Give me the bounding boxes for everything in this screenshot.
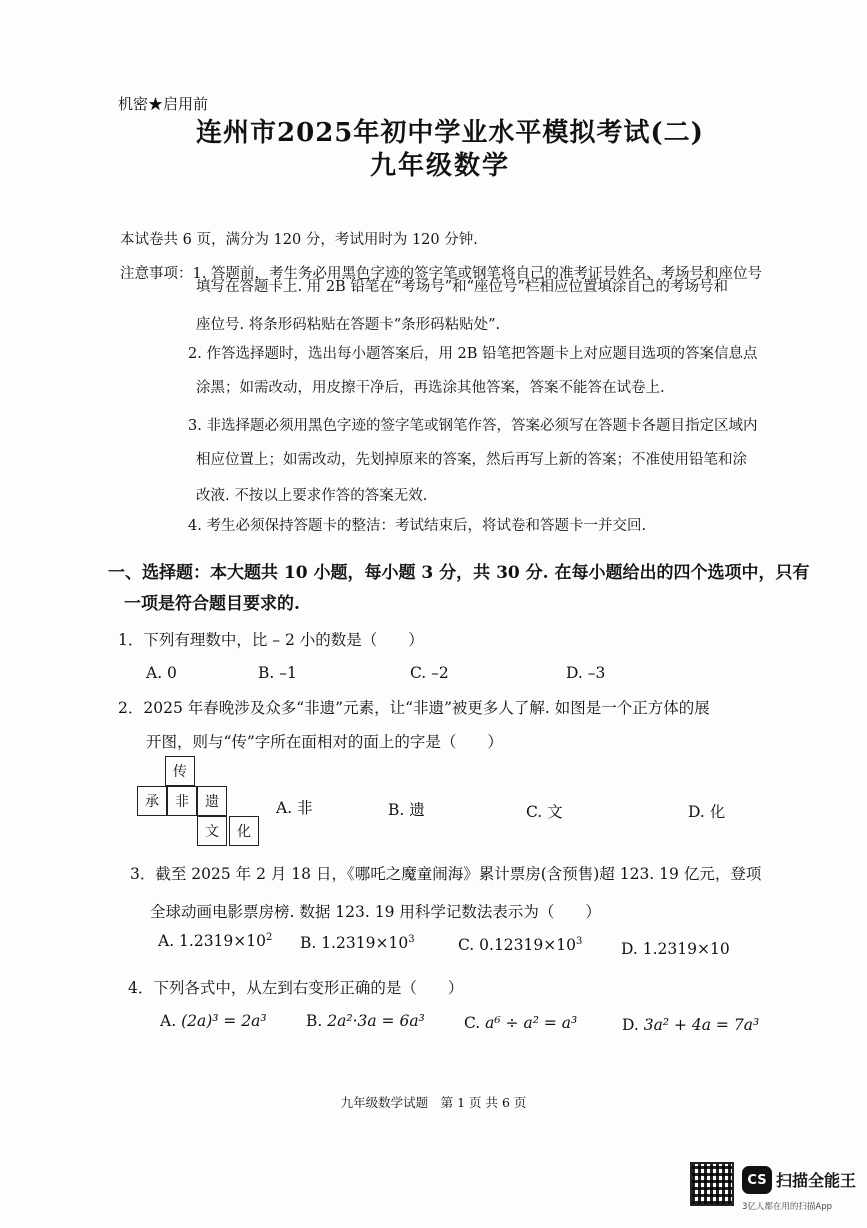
note-2-line-1: 2. 作答选择题时，选出每小题答案后，用 2B 铅笔把答题卡上对应题目选项的答案信息点 <box>188 346 758 362</box>
question-4-stem: 4．下列各式中，从左到右变形正确的是（ ） <box>128 979 464 997</box>
note-4-line-1: 4. 考生必须保持答题卡的整洁：考试结束后，将试卷和答题卡一并交回. <box>188 518 647 534</box>
camscanner-logo: CS <box>742 1166 772 1194</box>
q3-c-exp: 3 <box>575 936 583 947</box>
net-cell-left: 承 <box>137 786 167 816</box>
q3-c-text: C. 0.12319×10 <box>458 936 576 955</box>
question-1-option-d: D. –3 <box>566 664 606 682</box>
cube-net-figure <box>137 756 267 856</box>
q3-a-exp: 2 <box>266 932 273 943</box>
q4-c-expr: a⁶ ÷ a² = a³ <box>485 1014 578 1032</box>
question-3-stem-line-2: 全球动画电影票房榜. 数据 123. 19 用科学记数法表示为（ ） <box>150 903 601 921</box>
q3-b-text: B. 1.2319×10 <box>300 934 409 953</box>
q3-b-exp: 3 <box>408 934 415 945</box>
question-2-option-b: B. 遗 <box>388 801 425 819</box>
qr-code-icon <box>690 1162 734 1206</box>
exam-title: 连州市2025年初中学业水平模拟考试(二) <box>196 118 704 148</box>
q4-a-label: A. <box>160 1012 177 1030</box>
section-1-title-cont: 一项是符合题目要求的. <box>124 594 300 614</box>
note-1-line-2: 填写在答题卡上. 用 2B 铅笔在“考场号”和“座位号”栏相应位置填涂自己的考场号和 <box>196 279 728 295</box>
question-3-option-b <box>300 934 415 952</box>
question-1-option-b: B. –1 <box>258 664 297 682</box>
page-footer: 九年级数学试题 第 1 页 共 6 页 <box>340 1095 527 1110</box>
exam-subtitle: 九年级数学 <box>369 151 510 181</box>
note-1-line-3: 座位号. 将条形码粘贴在答题卡“条形码粘贴处”. <box>196 317 501 333</box>
confidential-label: 机密★启用前 <box>118 95 209 113</box>
q4-a-expr: (2a)³ = 2a³ <box>181 1012 267 1030</box>
exam-intro: 本试卷共 6 页，满分为 120 分，考试用时为 120 分钟. <box>120 232 478 248</box>
q4-d-label: D. <box>622 1016 639 1034</box>
scanner-watermark <box>690 1162 860 1222</box>
question-2-stem-line-1: 2．2025 年春晚涉及众多“非遗”元素，让“非遗”被更多人了解. 如图是一个正方体的展 <box>118 699 710 717</box>
question-2-stem-line-2: 开图，则与“传”字所在面相对的面上的字是（ ） <box>146 733 503 751</box>
question-3-option-c <box>458 936 582 954</box>
net-cell-right: 遗 <box>197 786 227 816</box>
note-3-line-3: 改液. 不按以上要求作答的答案无效. <box>196 488 428 504</box>
question-4-option-b <box>306 1012 425 1030</box>
question-1-option-a: A. 0 <box>146 664 177 682</box>
brand-name: 扫描全能王 <box>776 1171 857 1190</box>
question-4-option-d <box>622 1016 759 1034</box>
question-2-option-c: C. 文 <box>526 803 563 821</box>
net-cell-bottom-left: 文 <box>197 816 227 846</box>
question-2-option-d: D. 化 <box>688 803 726 821</box>
question-2-option-a: A. 非 <box>276 799 313 817</box>
net-cell-center: 非 <box>167 786 197 816</box>
question-3-option-d: D. 1.2319×10 <box>621 940 730 958</box>
net-cell-top: 传 <box>165 756 195 786</box>
note-3-line-1: 3. 非选择题必须用黑色字迹的签字笔或钢笔作答，答案必须写在答题卡各题目指定区域内 <box>188 418 758 434</box>
question-1-stem: 1．下列有理数中，比 – 2 小的数是（ ） <box>118 631 424 649</box>
q4-c-label: C. <box>464 1014 481 1032</box>
net-cell-bottom-right: 化 <box>229 816 259 846</box>
question-3-stem-line-1: 3．截至 2025 年 2 月 18 日，《哪吒之魔童闹海》累计票房(含预售)超 123. 19 亿元，登项 <box>130 865 762 883</box>
q4-d-expr: 3a² + 4a = 7a³ <box>643 1016 760 1034</box>
brand-tagline: 3亿人都在用的扫描App <box>742 1202 833 1212</box>
notes-head-label: 注意事项： <box>120 266 193 282</box>
q3-a-text: A. 1.2319×10 <box>158 932 266 951</box>
q4-b-expr: 2a²·3a = 6a³ <box>327 1012 425 1030</box>
note-2-line-2: 涂黑；如需改动，用皮擦干净后，再选涂其他答案，答案不能答在试卷上. <box>196 380 665 396</box>
note-3-line-2: 相应位置上；如需改动，先划掉原来的答案，然后再写上新的答案；不准使用铅笔和涂 <box>196 452 747 468</box>
q4-b-label: B. <box>306 1012 323 1030</box>
note-1-line-1: 1. 答题前，考生务必用黑色字迹的签字笔或钢笔将自己的准考证号姓名、考场号和座位号 <box>192 266 762 282</box>
question-4-option-c <box>464 1014 577 1032</box>
question-4-option-a <box>160 1012 267 1030</box>
section-1-title: 一、选择题：本大题共 10 小题，每小题 3 分，共 30 分. 在每小题给出的四个选项中，只有 <box>108 563 810 583</box>
question-3-option-a <box>158 932 272 950</box>
question-1-option-c: C. –2 <box>410 664 449 682</box>
